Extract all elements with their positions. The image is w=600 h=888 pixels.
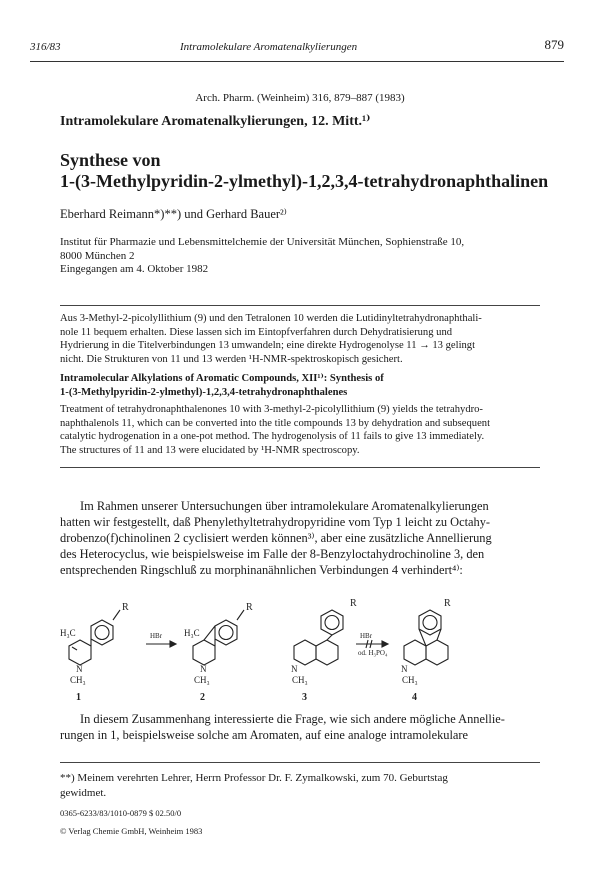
n-label: N [200,664,207,674]
footnote-rule [60,762,540,763]
footnote [60,771,540,801]
body-line: des Heterocyclus, wie beispielsweise im Falle der 8-Benzyloctahydrochinoline 3, den [60,547,485,561]
body-line: In diesem Zusammenhang interessierte die Frage, wie sich andere mögliche Annellie- [80,712,505,726]
abstract-german [60,312,540,366]
article-title [60,150,548,192]
body-line: Im Rahmen unserer Untersuchungen über intramolekulare Aromatenalkylierungen [80,499,489,513]
reagent-label: HBr [360,632,373,640]
structure-compound-4 [404,610,448,665]
compound-number: 4 [412,692,417,703]
header-page-number: 879 [544,37,564,52]
substituent-r: R [122,602,129,613]
header-volume: 316/83 [30,41,61,53]
methyl-label: H₃C [60,628,76,638]
institution-line: 8000 München 2 [60,249,135,262]
methyl-label: H₃C [184,628,200,638]
n-label: N [291,664,298,674]
reaction-scheme [60,598,546,706]
body-line: entsprechenden Ringschluß zu morphinanähnlichen Verbindungen 4 verhindert⁴⁾: [60,563,463,577]
compound-number: 2 [200,692,205,703]
abstract-top-rule [60,305,540,306]
compound-number: 3 [302,692,307,703]
body-line: rungen in 1, beispielsweise solche am Aromaten, auf eine analoge intramolekulare [60,728,469,742]
article-title-line-2: 1-(3-Methylpyridin-2-ylmethyl)-1,2,3,4-tetrahydronaphthalinen [60,171,549,191]
footnote-line: gewidmet. [60,787,107,799]
header-running-title: Intramolekulare Aromatenalkylierungen [180,41,358,53]
substituent-r: R [246,602,253,613]
substituent-r: R [350,598,357,609]
body-line: hatten wir festgestellt, daß Phenylethyltetrahydropyridine vom Typ 1 leicht zu Octahy- [60,515,491,529]
reagent-label: HBr [150,632,163,640]
n-methyl-label: CH₃ [292,675,308,685]
english-title-line: Intramolecular Alkylations of Aromatic Compounds, XII¹⁾: Synthesis of [60,373,384,384]
institution-line: Institut für Pharmazie und Lebensmittelchemie der Universität München, Sophienstraße 10, [60,236,465,248]
abstract-line: catalytic hydrogenation in a one-pot method. The hydrogenolysis of 11 fails to give 13 immediately. [60,431,485,443]
n-methyl-label: CH₃ [70,675,86,685]
body-paragraph-2 [60,711,546,743]
structure-compound-2 [193,610,244,665]
structure-compound-1 [69,610,120,665]
received-date: Eingegangen am 4. Oktober 1982 [60,263,209,275]
compound-number: 1 [76,692,81,703]
abstract-line: nole 11 bequem erhalten. Diese lassen sich im Eintopfverfahren durch Dehydratisierung und [60,326,453,338]
series-title: Intramolekulare Aromatenalkylierungen, 12. Mitt.¹⁾ [60,114,371,129]
journal-reference: Arch. Pharm. (Weinheim) 316, 879–887 (1983) [195,92,405,104]
abstract-english [60,403,540,457]
arrow-head [170,641,176,647]
body-paragraph-1 [60,498,546,578]
substituent-r: R [444,598,451,609]
header-rule [30,61,564,62]
issn-code: 0365-6233/83/1010-0879 $ 02.50/0 [60,808,182,818]
abstract-line: Hydrierung in die Titelverbindungen 13 umwandeln; eine direkte Hydrogenolyse 11 → 13 gelingt [60,340,476,352]
n-label: N [401,664,408,674]
body-line: drobenzo(f)chinolinen 2 cyclisiert werden können³⁾, aber eine zusätzliche Annellierung [60,531,492,545]
structure-compound-3 [294,610,343,665]
n-methyl-label: CH₃ [194,675,210,685]
article-title-line-1: Synthese von [60,150,161,170]
abstract-line: The structures of 11 and 13 were elucidated by ¹H-NMR spectroscopy. [60,444,360,456]
running-header [30,37,564,59]
abstract-line: nicht. Die Strukturen von 11 und 13 werden ¹H-NMR-spektroskopisch gesichert. [60,353,403,365]
abstract-bottom-rule [60,467,540,468]
abstract-line: Treatment of tetrahydronaphthalenones 10 with 3-methyl-2-picolyllithium (9) yields the tetrahydro- [60,404,483,415]
authors: Eberhard Reimann*)**) und Gerhard Bauer²⁾ [60,207,287,221]
abstract-line: naphthalenols 11, which can be converted into the title compounds 13 by dehydration and subsequent [60,417,491,429]
arrow-head [382,641,388,647]
n-methyl-label: CH₃ [402,675,418,685]
copyright-line: © Verlag Chemie GmbH, Weinheim 1983 [60,826,203,836]
english-title-line: 1-(3-Methylpyridin-2-ylmethyl)-1,2,3,4-tetrahydronaphthalenes [60,386,348,398]
institution-block [60,236,540,277]
n-label: N [76,664,83,674]
abstract-line: Aus 3-Methyl-2-picolyllithium (9) und den Tetralonen 10 werden die Lutidinyltetrahydronaphthali- [60,313,482,324]
reagent-label: od. H₃PO₄ [358,649,388,657]
english-title [60,372,540,399]
footnote-line: **) Meinem verehrten Lehrer, Herrn Professor Dr. F. Zymalkowski, zum 70. Geburtstag [60,772,448,784]
